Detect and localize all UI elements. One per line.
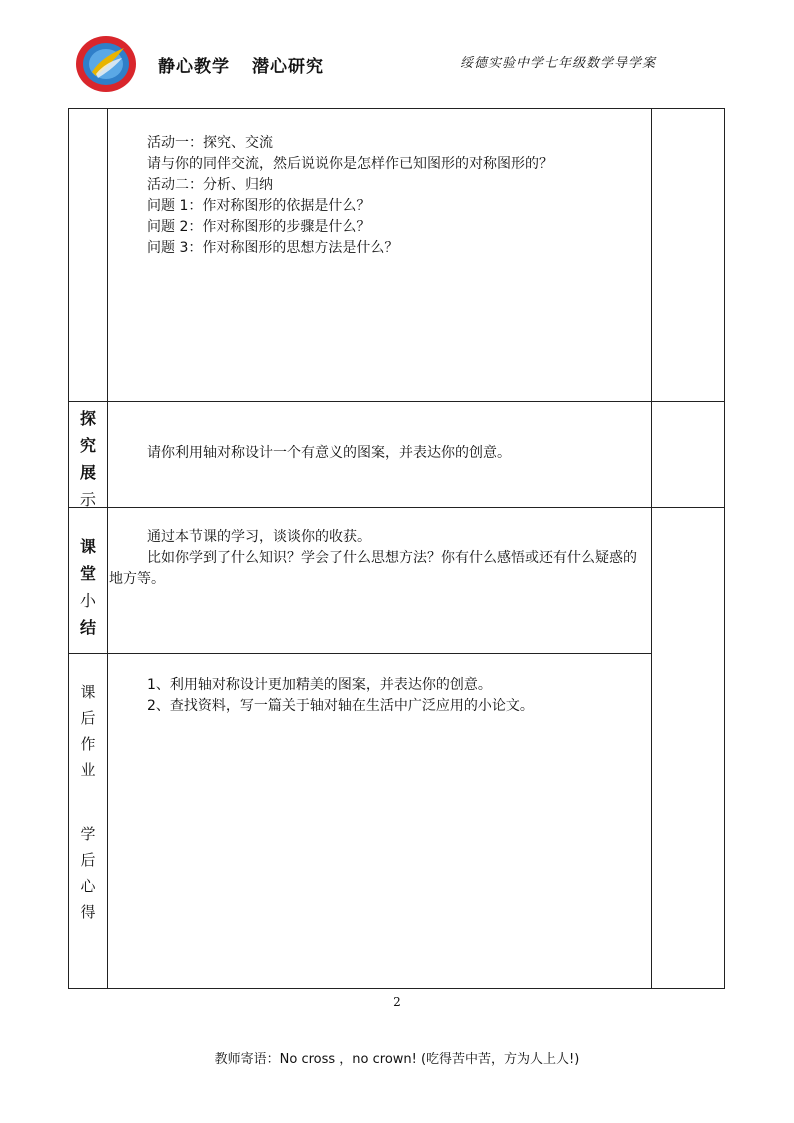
school-title: 绥德实验中学七年级数学导学案 — [460, 56, 657, 71]
school-logo — [74, 34, 138, 94]
activity-line: 请与你的同伴交流，然后说说你是怎样作已知图形的对称图形的？ — [147, 156, 553, 172]
label-char: 学 — [80, 825, 96, 843]
row-divider-1 — [69, 401, 724, 402]
homework-content — [109, 675, 644, 717]
header-motto — [158, 52, 324, 77]
label-char: 得 — [80, 903, 96, 921]
homework-line: 2、查找资料，写一篇关于轴对轴在生活中广泛应用的小论文。 — [147, 698, 534, 714]
motto-right: 潜心研究 — [252, 57, 324, 77]
activity-line: 问题 3：作对称图形的思想方法是什么？ — [147, 240, 399, 256]
label-char: 展 — [79, 463, 96, 482]
explore-content — [109, 443, 644, 464]
label-char: 探 — [79, 409, 96, 428]
label-char: 心 — [80, 877, 96, 895]
homework-line: 1、利用轴对称设计更加精美的图案，并表达你的创意。 — [147, 677, 492, 693]
page-number: 2 — [393, 995, 401, 1009]
explore-label — [69, 405, 107, 513]
right-column-divider-top — [651, 109, 652, 653]
summary-line: 比如你学到了什么知识？学会了什么思想方法？你有什么感悟或还有什么疑惑的地方等。 — [109, 550, 637, 587]
label-char: 堂 — [79, 564, 96, 583]
footer-note: 教师寄语：No cross ，no crown! (吃得苦中苦，方为人上人!) — [214, 1052, 580, 1067]
label-char: 究 — [79, 436, 96, 455]
summary-label — [69, 533, 107, 641]
reflection-label — [69, 821, 107, 925]
homework-label — [69, 679, 107, 783]
label-char: 业 — [80, 761, 96, 779]
right-column-divider-bottom — [651, 653, 652, 988]
label-char: 课 — [79, 537, 96, 556]
activity-line: 问题 1：作对称图形的依据是什么？ — [147, 198, 371, 214]
label-char: 结 — [79, 618, 96, 637]
activity-line: 活动一：探究、交流 — [147, 135, 273, 151]
row-divider-3 — [69, 653, 652, 654]
summary-line: 通过本节课的学习，谈谈你的收获。 — [147, 529, 371, 545]
label-char: 后 — [80, 709, 96, 727]
label-char: 后 — [80, 851, 96, 869]
explore-line: 请你利用轴对称设计一个有意义的图案，并表达你的创意。 — [147, 445, 511, 461]
row-divider-2 — [69, 507, 724, 508]
activity-line: 问题 2：作对称图形的步骤是什么？ — [147, 219, 371, 235]
label-char: 课 — [80, 683, 96, 701]
label-char: 示 — [79, 490, 96, 509]
worksheet-table — [68, 108, 725, 989]
activity-content — [109, 133, 644, 259]
activity-line: 活动二：分析、归纳 — [147, 177, 273, 193]
label-column-divider — [107, 109, 108, 988]
summary-content — [109, 527, 644, 590]
label-char: 小 — [79, 591, 96, 610]
label-char: 作 — [80, 735, 96, 753]
motto-left: 静心教学 — [158, 57, 230, 77]
